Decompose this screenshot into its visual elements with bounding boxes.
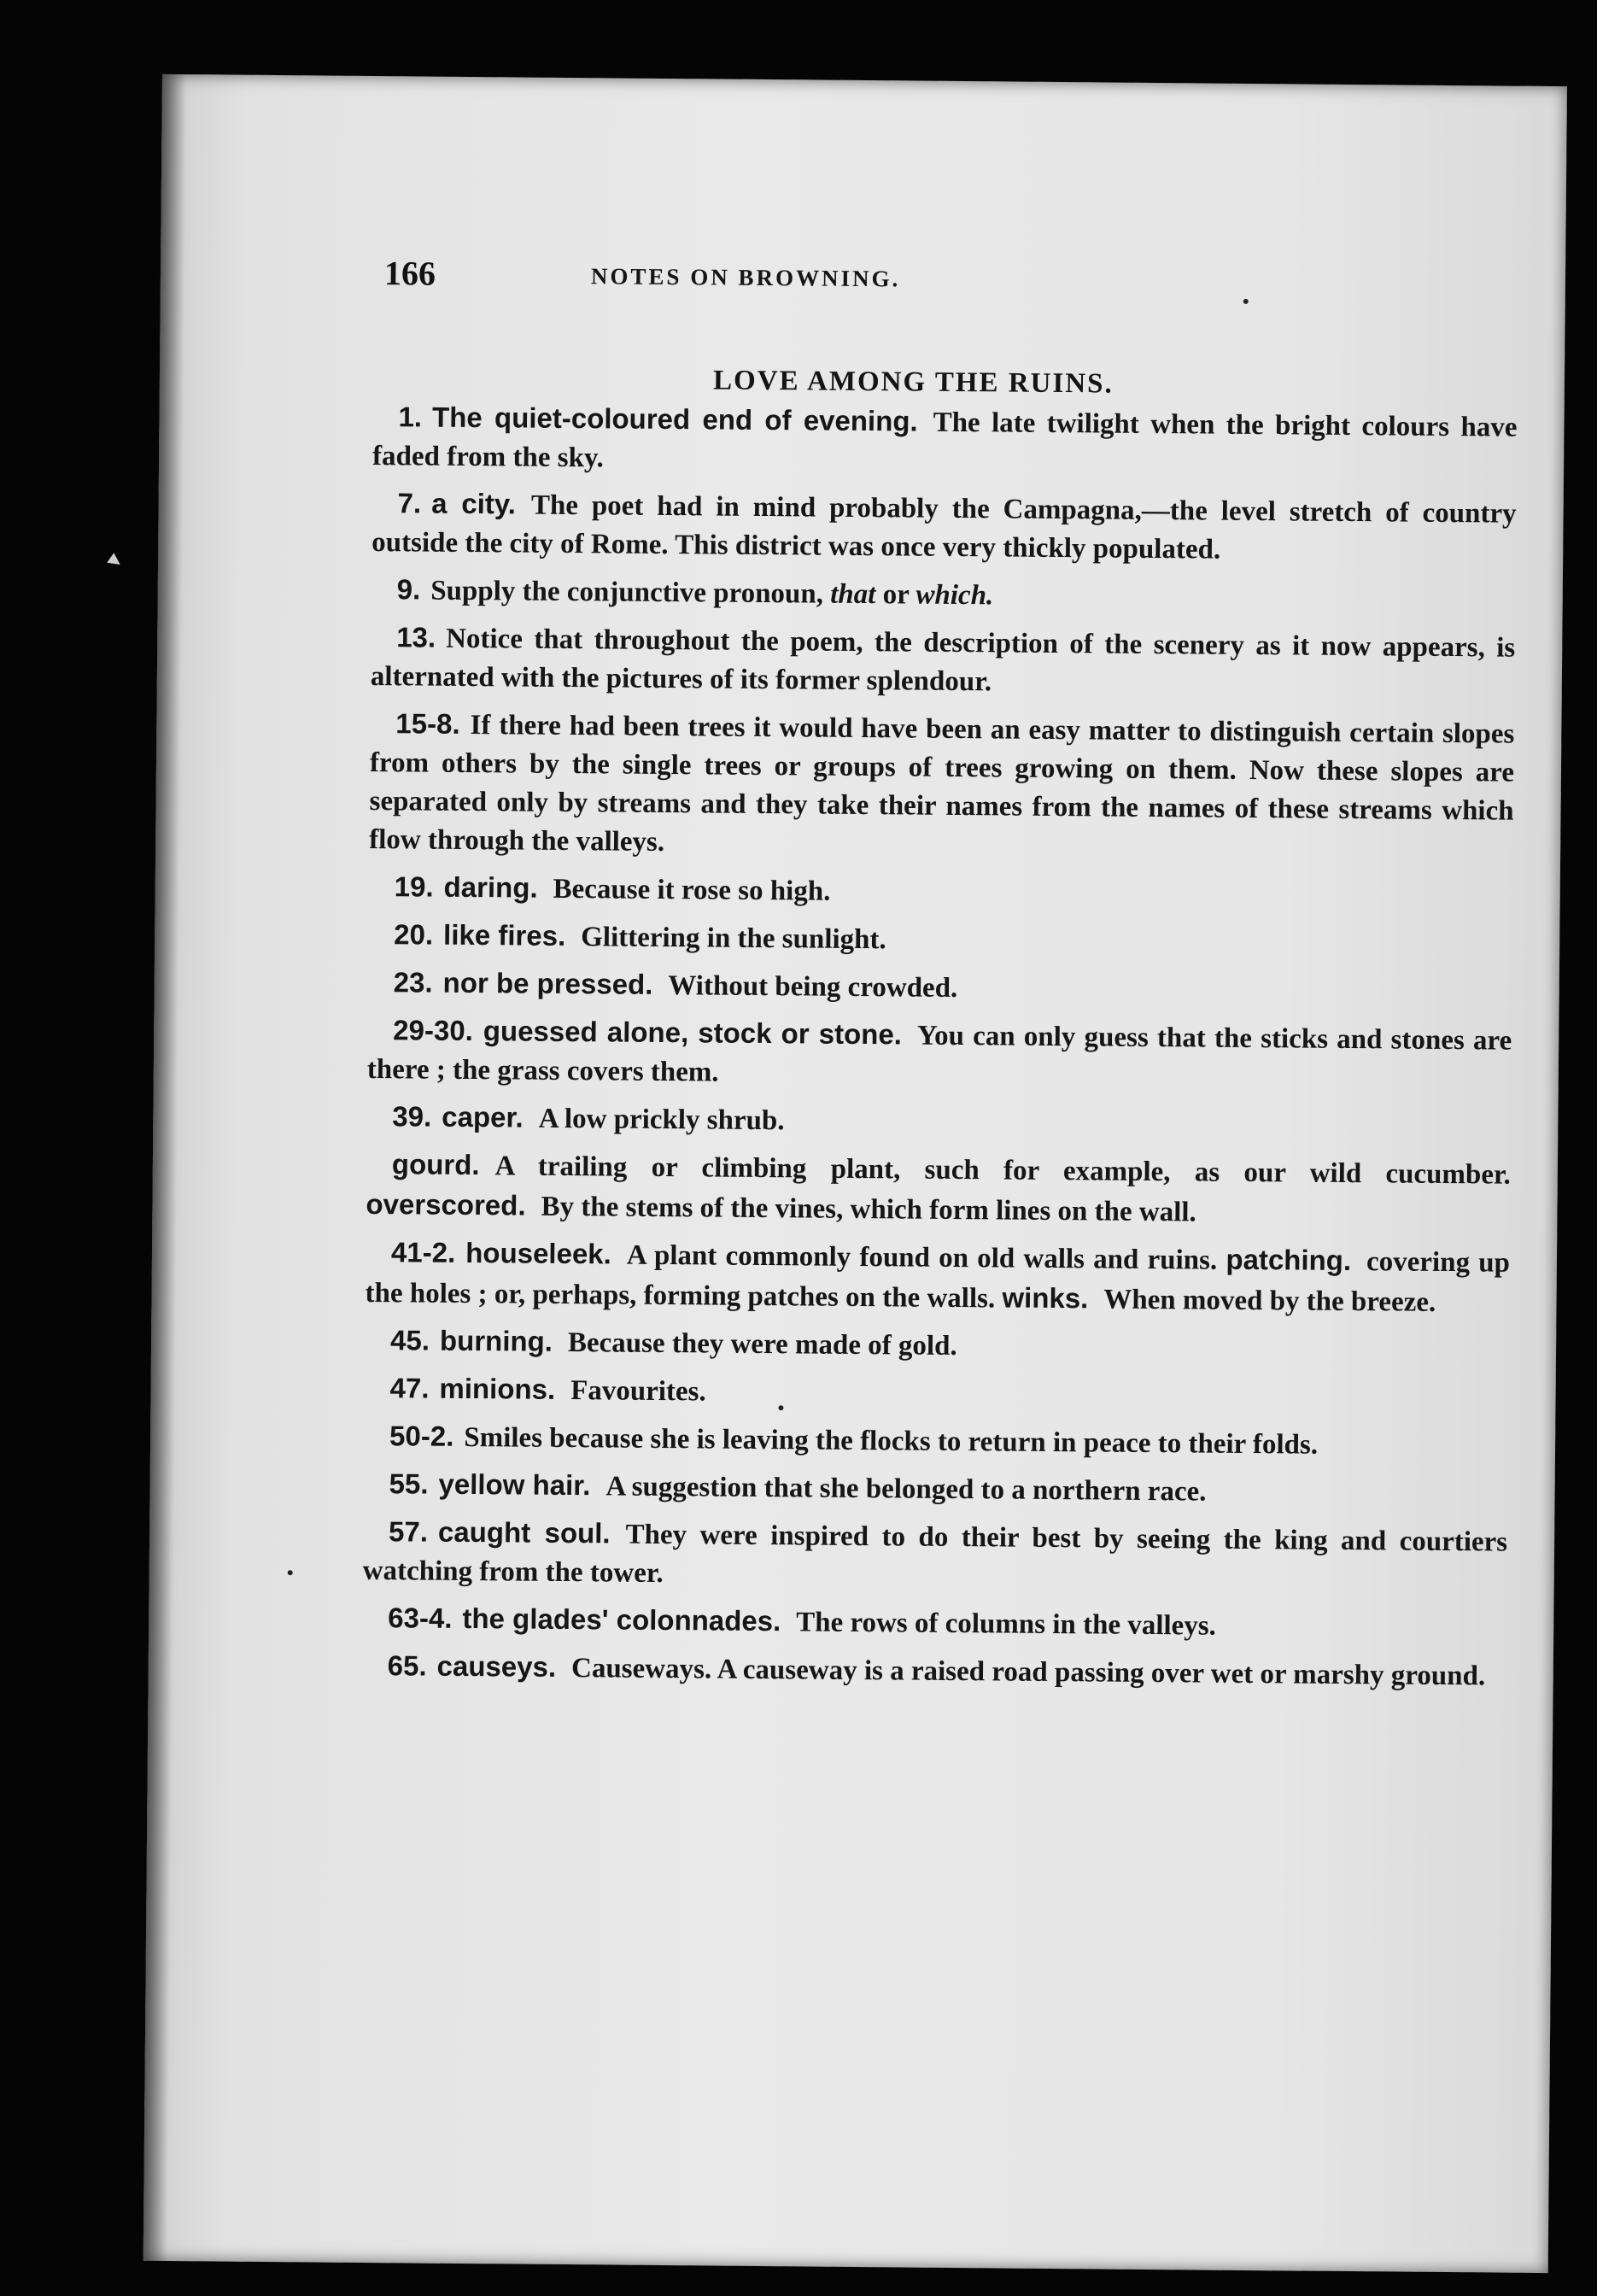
note-gloss: A low prickly shrub. [538,1103,785,1137]
note-gloss: If there had been trees it would have been an easy matter to distinguish certain slopes from others by the single trees or groups of trees growing on them. Now these slopes are separated only by streams and they take their names from the names of these streams which flow through the valleys. [369,709,1515,858]
note-57 [363,1512,1508,1601]
note-gloss: A trailing or climbing plant, such for example, as our wild cucumber. [494,1151,1512,1191]
note-gloss: covering up the holes ; or, perhaps, forming patches on the walls. [365,1246,1511,1315]
note-lemma: yellow hair. [438,1467,591,1502]
note-gloss: When moved by the breeze. [1103,1284,1436,1318]
note-gloss: Smiles because she is leaving the flocks to return in peace to their folds. [464,1421,1319,1461]
note-ref: 50-2. [389,1420,454,1452]
note-ref: 7. [397,487,422,519]
note-lemma: caper. [442,1100,524,1133]
note-50-2 [364,1416,1508,1467]
note-1 [372,397,1518,486]
note-ref: 19. [394,870,434,903]
note-39 [366,1097,1511,1147]
note-lemma: winks. [1002,1281,1089,1315]
note-gloss: You can only guess that the sticks and stones are there ; the grass covers them. [366,1020,1512,1088]
ink-speck [288,1570,293,1575]
note-lemma: daring. [443,870,538,904]
note-lemma: minions. [439,1372,556,1405]
note-gloss: Notice that throughout the poem, the description of the scenery as it now appears, is alternated with the pictures of its former splendour. [370,623,1516,698]
running-head: NOTES ON BROWNING. [590,263,901,292]
note-gloss: Favourites. [570,1375,706,1408]
note-29-30 [367,1010,1512,1099]
note-20 [368,915,1512,965]
ink-speck [778,1405,783,1410]
note-lemma: burning. [439,1324,553,1357]
note-gloss-italic: that [830,578,876,611]
note-63-4 [362,1598,1506,1649]
note-gloss: The poet had in mind probably the Campagna,—the level stretch of country outside the city of Rome. This district was once very thickly populated. [371,489,1517,565]
note-lemma: houseleek. [465,1236,611,1270]
note-ref: 45. [389,1324,430,1356]
note-lemma: like fires. [442,918,566,952]
note-47 [364,1368,1508,1419]
note-lemma: nor be pressed. [442,966,653,1000]
note-65 [362,1646,1506,1696]
note-ref: 15-8. [395,707,460,740]
note-23 [368,963,1512,1013]
note-7 [371,483,1517,572]
note-ref: 1. [398,401,423,433]
note-gloss-conjunction: or [882,579,910,611]
note-lemma: caught soul. [437,1515,611,1549]
note-ref: 23. [393,966,433,999]
note-ref: 13. [396,621,436,653]
note-gloss: Supply the conjunctive pronoun, [430,575,824,610]
note-gloss: Without being crowded. [668,970,958,1004]
note-41-2 [365,1233,1510,1323]
page-number: 166 [383,254,436,293]
notes-list [361,397,1517,1704]
poem-title: LOVE AMONG THE RUINS. [712,365,1114,400]
note-gloss: By the stems of the vines, which form lines on the wall. [541,1191,1196,1228]
note-9 [371,570,1516,620]
note-gloss: Causeways. A causeway is a raised road passing over wet or marshy ground. [570,1653,1486,1692]
ink-speck [1243,299,1249,304]
note-ref: 39. [392,1100,432,1133]
note-lemma: causeys. [436,1649,557,1683]
note-ref: 63-4. [388,1602,453,1634]
book-page [143,74,1567,2273]
note-gloss: A suggestion that she belonged to a northern race. [605,1471,1207,1508]
note-19 [369,867,1513,917]
note-lemma: the glades' colonnades. [462,1602,781,1637]
note-gourd [366,1145,1511,1235]
margin-arrow-mark [107,553,123,569]
note-gloss: The rows of columns in the valleys. [796,1607,1217,1642]
note-gloss: Glittering in the sunlight. [581,922,886,956]
note-ref: 47. [389,1372,430,1404]
note-ref: 55. [389,1467,429,1500]
note-13 [371,618,1516,706]
note-gloss: Because they were made of gold. [567,1327,957,1362]
note-ref: 65. [387,1649,427,1682]
note-lemma: a city. [431,487,517,520]
note-ref: 29-30. [393,1014,474,1047]
note-gloss: The late twilight when the bright colours have faded from the sky. [371,407,1518,474]
note-ref: 9. [396,573,421,606]
note-ref: 57. [388,1515,429,1548]
note-gloss-italic: which. [915,579,994,612]
note-lemma: guessed alone, stock or stone. [483,1015,903,1051]
note-lemma: The quiet-coloured end of evening. [431,401,918,437]
note-gloss: A plant commonly found on old walls and ruins. [626,1239,1218,1276]
note-ref: 20. [394,918,434,951]
page-header [384,253,1480,305]
note-lemma: gourd. [391,1148,480,1181]
note-gloss: Because it rose so high. [553,873,831,907]
note-55 [363,1464,1507,1514]
note-lemma: overscored. [366,1187,526,1221]
note-15-8 [369,704,1515,870]
note-ref: 41-2. [390,1236,456,1268]
note-lemma: patching. [1226,1243,1352,1277]
note-gloss: They were inspired to do their best by seeing the king and courtiers watching from the tower. [362,1519,1508,1590]
note-45 [365,1321,1509,1371]
